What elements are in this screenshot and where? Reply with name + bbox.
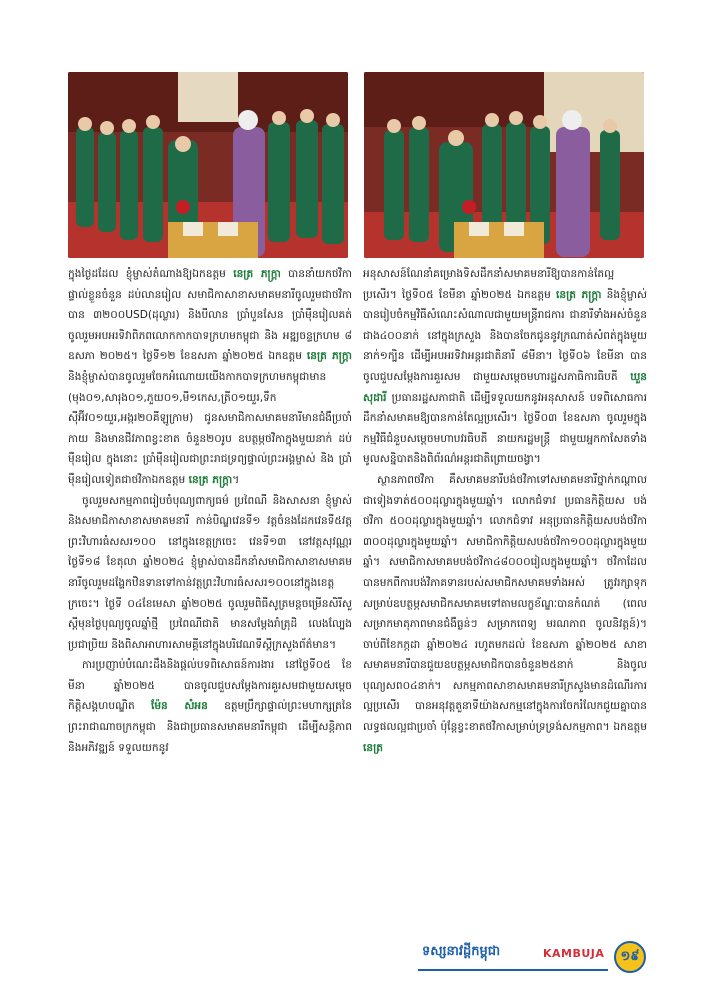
highlight-name: នេត្រ ភក្ត្រា [306,350,352,363]
ceremony-photo-left [68,72,348,258]
highlight-name: នេត្រ ភក្ត្រា [188,473,233,486]
text-run: ក្នុងថ្ងៃដដែល ខ្ញុំម្ចាស់តំណាងឱ្យឯកឧត្តម [68,268,234,280]
text-run: បាននាំយកថវិកាផ្ទាល់ខ្លួនចំនួន ដប់លានរៀល សមាជិកាសាខាសមាគមនារីចូលរួមជាថវិកាបាន ៣២០០USD(ដុល្លារ) និងបីលាន ប្រាំបួនសែន ប្រាំម៉ឺនរៀលគត់ ចូលរួមអបអរទិវាពិភពលោកកាកបាទក្រហមកម្ពុជា និង អឌ្ឍចន្ទក្រហម ៨ ឧសភា ២០២៥។ ថ្ងៃទី១២ ខែឧសភា ឆ្នាំ២០២៥ ឯកឧត្តម [68,268,352,363]
magazine-brand: KAMBUJA [543,947,605,960]
ceremony-photo-right [364,72,644,258]
highlight-name: នេត្រ ភក្ត្រា [233,268,281,280]
paragraph [68,264,352,491]
photo-left [68,72,348,258]
highlight-name: នេត្រ ភក្ត្រា [556,288,602,301]
text-run: ការប្រញាប់បំណេះដឹងនិងផ្តល់បទពិសោធន៍ការងារ នៅថ្ងៃទី០៥ ខែមីនា ឆ្នាំ២០២៥ បានចូលជួបសម្តែងការគួរសមជាមួយសម្តេចកិត្តិសង្គហបណ្ឌិត [68,659,352,713]
paragraph: ចូលរួមសកម្មភាពរៀបចំបុណ្យពាក្យធម៌ ប្រពៃណី និងសាសនា ខ្ញុំម្ចាស់និងសមាជិកាសាខាសមាគមនារី កាន់បិណ្ឌវេនទី១ វត្តចំនងដែកវេនទី៥វត្តព្រះវិហារធំសសរ១០០ នៅក្នុងខេត្តក្រចេះ វេនទី១៣ នៅវត្តសុវណ្ណរ ថ្ងៃទី១៨ ខែតុលា ឆ្នាំ២០២៤ ខ្ញុំម្ចាស់បានដឹកនាំសមាជិកាសាខាសមាគមនារីចូលរួមដង្ហែកឋិនទានទៅកាន់វត្តព្រះវិហារធំសសរ១០០នៅក្នុងខេត្តក្រចេះ។ ថ្ងៃទី ០៤ខែមេសា ឆ្នាំ២០២៥ ចូលរួមពិធីសូត្រមន្តចម្រើនសិរីសួស្តីមុនថ្ងៃបុណ្យចូលឆ្នាំថ្មី ប្រពៃណីជាតិ មានសម្តែងរាំត្រុដិ លេងល្បែងប្រជាប្រិយ និងពិសាអាហារសាមគ្គីនៅក្នុងបរិវេណទីស្តីក្រសួងព័ត៌មាន។ [68,494,352,651]
article-column-right [363,264,647,964]
text-run: និងខ្ញុំម្ចាស់បានរៀបចំកម្មវិធីសំណេះសំណាលជាមួយមន្ត្រីរាជការ ជានារីទាំងអស់ចំនួនជាង៤០០នាក់ នៅក្នុងក្រសួង និងបានចែកជូននូវក្រណាត់សំពត់ក្នុងមួយនាក់១ក្បិន ដើម្បីអបអរទិវាអន្តរជាតិនារី ៨មីនា។ ថ្ងៃទី០៦ ខែមីនា បានចូលជួបសម្តែងការគួរសម ជាមួយសម្តេចមហារដ្ឋសភាធិការធិបតី [363,288,647,383]
text-run: ស្ថានភាពថវិកា គឺសមាគមនារីបង់ថវិកាទៅសមាគមនារីថ្នាក់កណ្តាលជាទៀងទាត់៥០០ដុល្លារក្នុងមួយឆ្នាំ។ លោកជំទាវ ប្រធានកិត្តិយស បង់ថវិកា ៥០០ដុល្លារក្នុងមួយឆ្នាំ។ លោកជំទាវ អនុប្រធានកិត្តិយសបង់ថវិកា ៣០០ដុល្លារក្នុងមួយឆ្នាំ។ សមាជិកាកិត្តិយសបង់ថវិកា១០០ដុល្លារក្នុងមួយឆ្នាំ។ សមាជិកាសមាគមបង់ថវិកា៤៨០០០រៀលក្នុងមួយឆ្នាំ។ ថវិកាដែលបានមកពីការបង់វិភាគទានរបស់សមាជិកសមាគមទាំងអស់ ត្រូវរក្សាទុកសម្រាប់ឧបត្ថម្ភសមាជិកសមាគមទៅតាមលក្ខខ័ណ្ឌៈបានកំណត់ (ពេលសម្រាកមាតុភាពមានជំងឺធ្ងន់ៗ សម្រាកពេទ្យ មរណភាព ចូលនិវត្តន៍)។ ចាប់ពីខែកក្កដា ឆ្នាំ២០២៤ រហូតមកដល់ ខែឧសភា ឆ្នាំ២០២៥ សាខាសមាគមនារីបានជួយឧបត្ថម្ភសមាជិកបានចំនួន២៥នាក់ និងចូលបុណ្យសព០៤នាក់។ សកម្មភាពសាខាសមាគមនារីក្រសួងមានដំណើរការល្អប្រសើរ បានអនុវត្តតួនាទីយ៉ាងសកម្មនៅក្នុងការចែករំលែកជួយគ្នាបានលទ្ធផលល្អជាប្រចាំ ប៉ុន្តែខ្វះខាតថវិកាសម្រាប់ទ្រទ្រង់សកម្មភាព។ ឯកឧត្តម [363,473,647,734]
magazine-title: ទស្សនាវដ្តីកម្ពុជា [422,944,501,959]
text-run: អនុសាសន៍ណែនាំគម្រោងទិសដឹកនាំសមាគមនារីឱ្យបានកាន់តែល្អប្រសើរ។ ថ្ងៃទី០៥ ខែមីនា ឆ្នាំ២០២៥ ឯកឧត្តម [363,268,615,301]
text-run: ប្រធានរដ្ឋសភាជាតិ ដើម្បីទទួលយកនូវអនុសាសន៍ បទពិសោធការដឹកនាំសមាគមឱ្យបានកាន់តែល្អប្រសើរ។ ថ្ងៃទី០៣ ខែឧសភា ចូលរួមក្នុងកម្មវិធីជំនួបសម្តេចមហាបវរធិបតី នាយករដ្ឋមន្ត្រី ជាមួយអ្នកកាសែតទាំងមូលសន្និបាតនិងពិព័រណ៌អន្តរជាតិព្រោយចង្វា។ [363,391,647,466]
highlight-name: ឃួន សុដារី [363,370,647,404]
page-number-badge: ១៩ [614,941,646,973]
paragraph [363,264,647,470]
footer-divider [418,969,608,971]
paragraph [68,655,352,758]
photo-right [364,72,644,258]
text-run: ឧត្តមប្រឹក្សាផ្ទាល់ព្រះមហាក្សត្រនៃព្រះរាជាណាចក្រកម្ពុជា និងជាប្រធានសមាគមនារីកម្ពុជា ដើម្បីសន្តិភាព និងអភិវឌ្ឍន៍ ទទួលយកនូវ [68,700,352,754]
article-column-left [68,264,352,964]
text-run: ។ [232,473,240,486]
highlight-name: ម៉ែន សំអន [150,700,208,713]
text-run: និងខ្ញុំម្ចាស់បានចូលរួមចែកអំណោយយើងកាកបាទក្រហមកម្ពុជាមាន (មុង០១,សារុង០១,ភួយ០១,មី១កេស,ត្រី០១យួរ,ទឹកស៊ីអ៊ីវ០១យួរ,អង្ករ២០គីឡូក្រាម) ជូនសមាជិកាសមាគមនារីមានជំងឺប្រចាំកាយ និងមានជីវភាពខ្វះខាត ចំនួន២០រូប ឧបត្ថម្ភថវិកាក្នុងមួយនាក់ ដប់ម៉ឺនរៀល ក្នុងនោះ ប្រាំម៉ឺនរៀលជាព្រះរាជទ្រព្យផ្ទាល់ព្រះអង្គម្ចាស់ និង ប្រាំម៉ឺនរៀលទៀតជាថវិកាឯកឧត្តម [68,370,352,486]
highlight-name: នេត្រ [363,741,383,754]
paragraph [363,470,647,758]
